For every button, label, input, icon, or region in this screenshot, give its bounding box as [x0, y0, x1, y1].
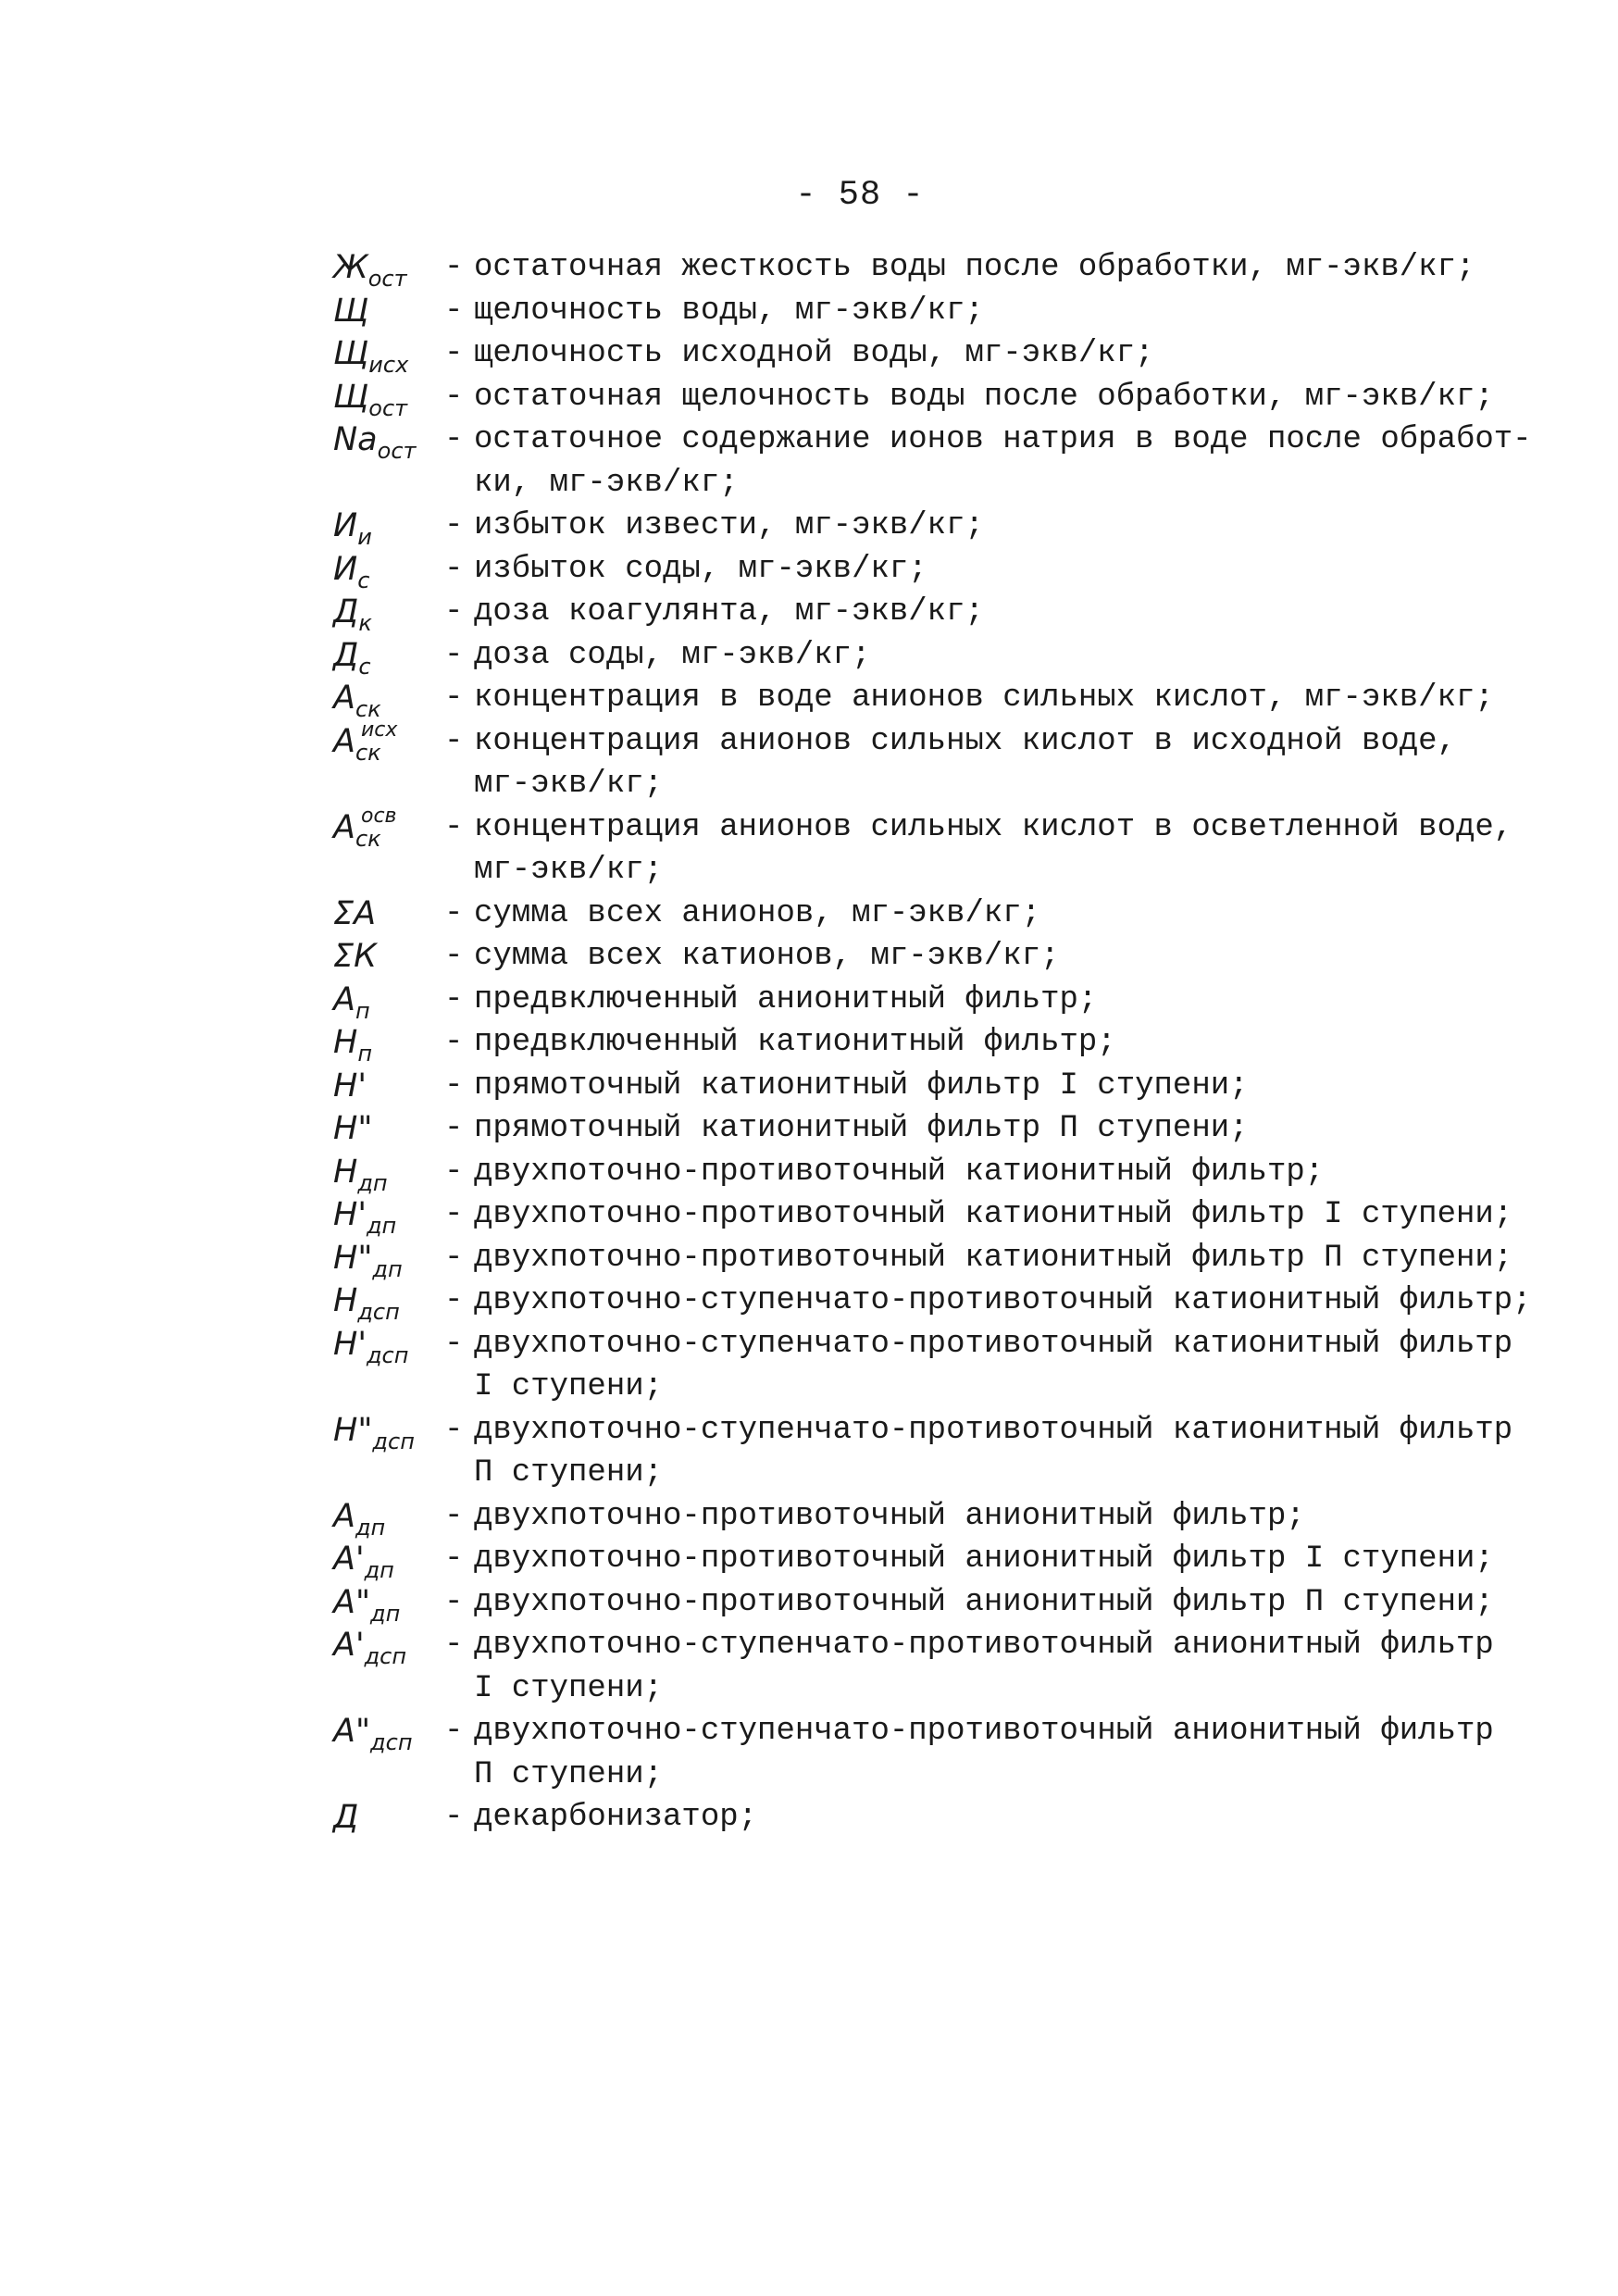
- description-text: двухпоточно-ступенчато-противоточный катионитный фильтр: [474, 1412, 1513, 1448]
- symbol-base: Н': [333, 1067, 367, 1104]
- description-text: остаточная щелочность воды после обработки, мг-экв/кг;: [474, 379, 1494, 415]
- symbol-base: Н: [333, 1153, 358, 1191]
- symbol-subscript: с: [358, 653, 371, 680]
- symbol-base: Щ: [333, 335, 369, 372]
- description-text: концентрация в воде анионов сильных кислот, мг-экв/кг;: [474, 680, 1494, 716]
- legend-entry: [333, 548, 1555, 592]
- dash-separator: -: [444, 379, 464, 415]
- description-text: доза коагулянта, мг-экв/кг;: [474, 594, 984, 630]
- description-text: избыток извести, мг-экв/кг;: [474, 508, 984, 543]
- page-number: - 58 -: [795, 176, 925, 215]
- symbol-base: Н': [333, 1196, 367, 1233]
- symbol-base: Н": [333, 1110, 373, 1147]
- symbol-base: А: [333, 808, 355, 846]
- dash-separator: -: [444, 1628, 464, 1663]
- symbol-base: Н: [333, 1282, 358, 1319]
- legend-entry: [333, 677, 1555, 720]
- legend-entry: [333, 505, 1555, 548]
- symbol-base: Д: [333, 636, 359, 674]
- legend-symbol: [333, 290, 435, 333]
- description-text: прямоточный катионитный фильтр П ступени;: [474, 1111, 1249, 1146]
- legend-symbol: [333, 1237, 435, 1280]
- legend-entry: [333, 1495, 1555, 1539]
- dash-separator: -: [444, 1584, 464, 1620]
- legend-symbol: [333, 418, 435, 462]
- symbol-subscript: дп: [364, 1557, 394, 1583]
- legend-description: [474, 1065, 1555, 1108]
- legend-symbol: [333, 332, 435, 376]
- description-text: декарбонизатор;: [474, 1800, 758, 1835]
- symbol-legend: [333, 246, 1555, 1840]
- symbol-base: А: [333, 680, 355, 717]
- symbol-subscript: ост: [377, 438, 417, 464]
- legend-symbol: [333, 1581, 435, 1625]
- symbol-base: А': [333, 1627, 365, 1664]
- legend-symbol: [333, 935, 435, 979]
- symbol-subscript: дсп: [372, 1428, 415, 1454]
- legend-entry: [333, 332, 1555, 376]
- symbol-base: А': [333, 1541, 365, 1578]
- legend-entry: [333, 892, 1555, 936]
- symbol-subscript: дп: [357, 1169, 388, 1196]
- symbol-base: Ж: [333, 249, 368, 286]
- description-text: двухпоточно-противоточный катионитный фильтр П ступени;: [474, 1240, 1513, 1276]
- symbol-base: И: [333, 550, 358, 588]
- description-text: концентрация анионов сильных кислот в осветленной воде,: [474, 809, 1513, 845]
- symbol-subscript: дсп: [357, 1299, 400, 1325]
- legend-description: [474, 1237, 1555, 1280]
- description-text: двухпоточно-ступенчато-противоточный анионитный фильтр: [474, 1714, 1494, 1749]
- symbol-base: Д: [333, 1799, 359, 1836]
- symbol-base: Н": [333, 1411, 373, 1449]
- legend-entry: [333, 1624, 1555, 1710]
- symbol-subscript: ск: [355, 825, 381, 852]
- symbol-subscript: и: [357, 524, 372, 550]
- description-text: двухпоточно-противоточный катионитный фильтр;: [474, 1154, 1325, 1190]
- dash-separator: -: [444, 1240, 464, 1276]
- symbol-superscript: осв: [361, 804, 397, 828]
- legend-entry: [333, 1065, 1555, 1108]
- description-text: щелочность воды, мг-экв/кг;: [474, 293, 984, 329]
- symbol-subscript: дп: [370, 1600, 401, 1627]
- symbol-subscript: к: [358, 610, 372, 636]
- legend-symbol: [333, 1409, 435, 1453]
- dash-separator: -: [444, 1025, 464, 1060]
- legend-entry: [333, 1710, 1555, 1796]
- symbol-base: Щ: [333, 292, 369, 330]
- dash-separator: -: [444, 1412, 464, 1448]
- legend-description: [474, 1538, 1555, 1581]
- description-continuation: мг-экв/кг;: [474, 767, 664, 802]
- description-text: сумма всех анионов, мг-экв/кг;: [474, 895, 1041, 931]
- legend-description: [474, 591, 1555, 634]
- description-text: двухпоточно-противоточный анионитный фильтр П ступени;: [474, 1584, 1494, 1620]
- legend-entry: [333, 1237, 1555, 1280]
- description-text: сумма всех катионов, мг-экв/кг;: [474, 939, 1060, 974]
- dash-separator: -: [444, 723, 464, 759]
- legend-description: [474, 1409, 1555, 1495]
- dash-separator: -: [444, 895, 464, 931]
- description-text: остаточное содержание ионов натрия в воде после обработ-: [474, 422, 1532, 457]
- legend-description: [474, 806, 1555, 892]
- legend-symbol: [333, 720, 435, 764]
- description-text: щелочность исходной воды, мг-экв/кг;: [474, 336, 1154, 371]
- legend-symbol: [333, 505, 435, 548]
- legend-symbol: [333, 1495, 435, 1539]
- dash-separator: -: [444, 293, 464, 329]
- legend-symbol: [333, 979, 435, 1022]
- dash-separator: -: [444, 1067, 464, 1104]
- dash-separator: -: [444, 250, 464, 285]
- legend-symbol: [333, 1021, 435, 1065]
- legend-symbol: [333, 1107, 435, 1151]
- legend-entry: [333, 1279, 1555, 1323]
- legend-symbol: [333, 591, 435, 634]
- dash-separator: -: [444, 1154, 464, 1190]
- dash-separator: -: [444, 939, 464, 974]
- description-text: предвключенный катионитный фильтр;: [474, 1025, 1116, 1060]
- legend-entry: [333, 290, 1555, 333]
- legend-symbol: [333, 1323, 435, 1366]
- symbol-subscript: дсп: [366, 1341, 409, 1368]
- symbol-base: И: [333, 507, 358, 544]
- legend-entry: [333, 1323, 1555, 1409]
- symbol-subscript: дп: [372, 1255, 403, 1282]
- legend-description: [474, 1323, 1555, 1409]
- legend-entry: [333, 1581, 1555, 1625]
- legend-entry: [333, 1107, 1555, 1151]
- description-text: двухпоточно-противоточный анионитный фильтр I ступени;: [474, 1541, 1494, 1577]
- symbol-subscript: исх: [368, 352, 409, 378]
- legend-entry: [333, 1796, 1555, 1840]
- symbol-subscript: ост: [368, 394, 408, 421]
- symbol-base: А: [333, 722, 355, 760]
- legend-symbol: [333, 246, 435, 290]
- dash-separator: -: [444, 551, 464, 587]
- legend-description: [474, 1279, 1555, 1323]
- symbol-base: ΣК: [333, 938, 377, 975]
- legend-symbol: [333, 548, 435, 592]
- description-continuation: П ступени;: [474, 1455, 664, 1491]
- description-text: доза соды, мг-экв/кг;: [474, 637, 871, 673]
- legend-symbol: [333, 1538, 435, 1581]
- legend-description: [474, 1151, 1555, 1194]
- description-continuation: мг-экв/кг;: [474, 853, 664, 888]
- description-text: остаточная жесткость воды после обработки, мг-экв/кг;: [474, 250, 1475, 285]
- symbol-base: Д: [333, 593, 359, 630]
- dash-separator: -: [444, 1326, 464, 1362]
- dash-separator: -: [444, 594, 464, 630]
- description-text: двухпоточно-противоточный анионитный фильтр;: [474, 1498, 1305, 1534]
- symbol-subscript: ост: [367, 266, 407, 292]
- legend-symbol: [333, 806, 435, 850]
- legend-entry: [333, 1193, 1555, 1237]
- legend-description: [474, 246, 1555, 290]
- symbol-base: Щ: [333, 378, 369, 416]
- dash-separator: -: [444, 1714, 464, 1749]
- legend-entry: [333, 376, 1555, 419]
- legend-entry: [333, 1021, 1555, 1065]
- dash-separator: -: [444, 1197, 464, 1232]
- description-text: концентрация анионов сильных кислот в исходной воде,: [474, 723, 1456, 759]
- legend-entry: [333, 1151, 1555, 1194]
- dash-separator: -: [444, 981, 464, 1017]
- symbol-base: Н": [333, 1239, 373, 1277]
- legend-symbol: [333, 1151, 435, 1194]
- legend-description: [474, 720, 1555, 806]
- dash-separator: -: [444, 637, 464, 673]
- description-continuation: ки, мг-экв/кг;: [474, 465, 739, 501]
- legend-symbol: [333, 634, 435, 678]
- symbol-subscript: с: [357, 567, 370, 593]
- description-text: предвключенный анионитный фильтр;: [474, 981, 1098, 1017]
- legend-description: [474, 892, 1555, 936]
- description-text: двухпоточно-противоточный катионитный фильтр I ступени;: [474, 1197, 1513, 1232]
- dash-separator: -: [444, 809, 464, 845]
- symbol-subscript: п: [355, 997, 370, 1024]
- symbol-base: ΣА: [333, 894, 377, 932]
- legend-description: [474, 1107, 1555, 1151]
- symbol-subscript: ск: [355, 696, 381, 722]
- legend-description: [474, 1193, 1555, 1237]
- dash-separator: -: [444, 1283, 464, 1318]
- legend-symbol: [333, 1710, 435, 1753]
- description-text: двухпоточно-ступенчато-противоточный катионитный фильтр: [474, 1326, 1513, 1362]
- description-text: прямоточный катионитный фильтр I ступени;: [474, 1067, 1249, 1104]
- legend-description: [474, 332, 1555, 376]
- legend-entry: [333, 806, 1555, 892]
- legend-symbol: [333, 1624, 435, 1667]
- legend-description: [474, 290, 1555, 333]
- legend-symbol: [333, 1193, 435, 1237]
- legend-entry: [333, 418, 1555, 505]
- dash-separator: -: [444, 1111, 464, 1146]
- legend-description: [474, 376, 1555, 419]
- legend-symbol: [333, 1796, 435, 1840]
- symbol-subscript: дсп: [370, 1729, 413, 1755]
- symbol-subscript: ск: [355, 739, 381, 766]
- legend-description: [474, 1021, 1555, 1065]
- symbol-base: Na: [333, 421, 378, 458]
- legend-entry: [333, 634, 1555, 678]
- legend-description: [474, 1624, 1555, 1710]
- legend-entry: [333, 935, 1555, 979]
- legend-description: [474, 418, 1555, 505]
- description-text: двухпоточно-ступенчато-противоточный катионитный фильтр;: [474, 1283, 1532, 1318]
- legend-entry: [333, 1409, 1555, 1495]
- dash-separator: -: [444, 1498, 464, 1534]
- dash-separator: -: [444, 422, 464, 457]
- description-text: избыток соды, мг-экв/кг;: [474, 551, 927, 587]
- legend-symbol: [333, 376, 435, 419]
- legend-description: [474, 677, 1555, 720]
- symbol-base: А": [333, 1713, 371, 1750]
- dash-separator: -: [444, 508, 464, 543]
- symbol-base: Н: [333, 1024, 358, 1061]
- dash-separator: -: [444, 1800, 464, 1835]
- legend-entry: [333, 591, 1555, 634]
- legend-entry: [333, 979, 1555, 1022]
- legend-description: [474, 1796, 1555, 1840]
- legend-symbol: [333, 892, 435, 936]
- symbol-subscript: дсп: [364, 1643, 407, 1669]
- symbol-base: Н': [333, 1325, 367, 1363]
- legend-description: [474, 1581, 1555, 1625]
- legend-entry: [333, 1538, 1555, 1581]
- legend-description: [474, 1710, 1555, 1796]
- description-text: двухпоточно-ступенчато-противоточный анионитный фильтр: [474, 1628, 1494, 1663]
- description-continuation: П ступени;: [474, 1756, 664, 1792]
- symbol-base: А": [333, 1583, 371, 1621]
- legend-entry: [333, 720, 1555, 806]
- legend-description: [474, 634, 1555, 678]
- legend-description: [474, 1495, 1555, 1539]
- dash-separator: -: [444, 1541, 464, 1577]
- dash-separator: -: [444, 336, 464, 371]
- description-continuation: I ступени;: [474, 1369, 664, 1404]
- legend-symbol: [333, 1279, 435, 1323]
- legend-description: [474, 505, 1555, 548]
- symbol-base: А: [333, 980, 355, 1018]
- legend-description: [474, 979, 1555, 1022]
- legend-symbol: [333, 1065, 435, 1108]
- symbol-subscript: дп: [366, 1213, 397, 1239]
- symbol-subscript: дп: [355, 1514, 386, 1541]
- legend-description: [474, 935, 1555, 979]
- legend-description: [474, 548, 1555, 592]
- dash-separator: -: [444, 680, 464, 716]
- symbol-base: А: [333, 1497, 355, 1535]
- legend-entry: [333, 246, 1555, 290]
- symbol-superscript: исх: [361, 718, 398, 742]
- symbol-subscript: п: [357, 1041, 373, 1067]
- description-continuation: I ступени;: [474, 1670, 664, 1706]
